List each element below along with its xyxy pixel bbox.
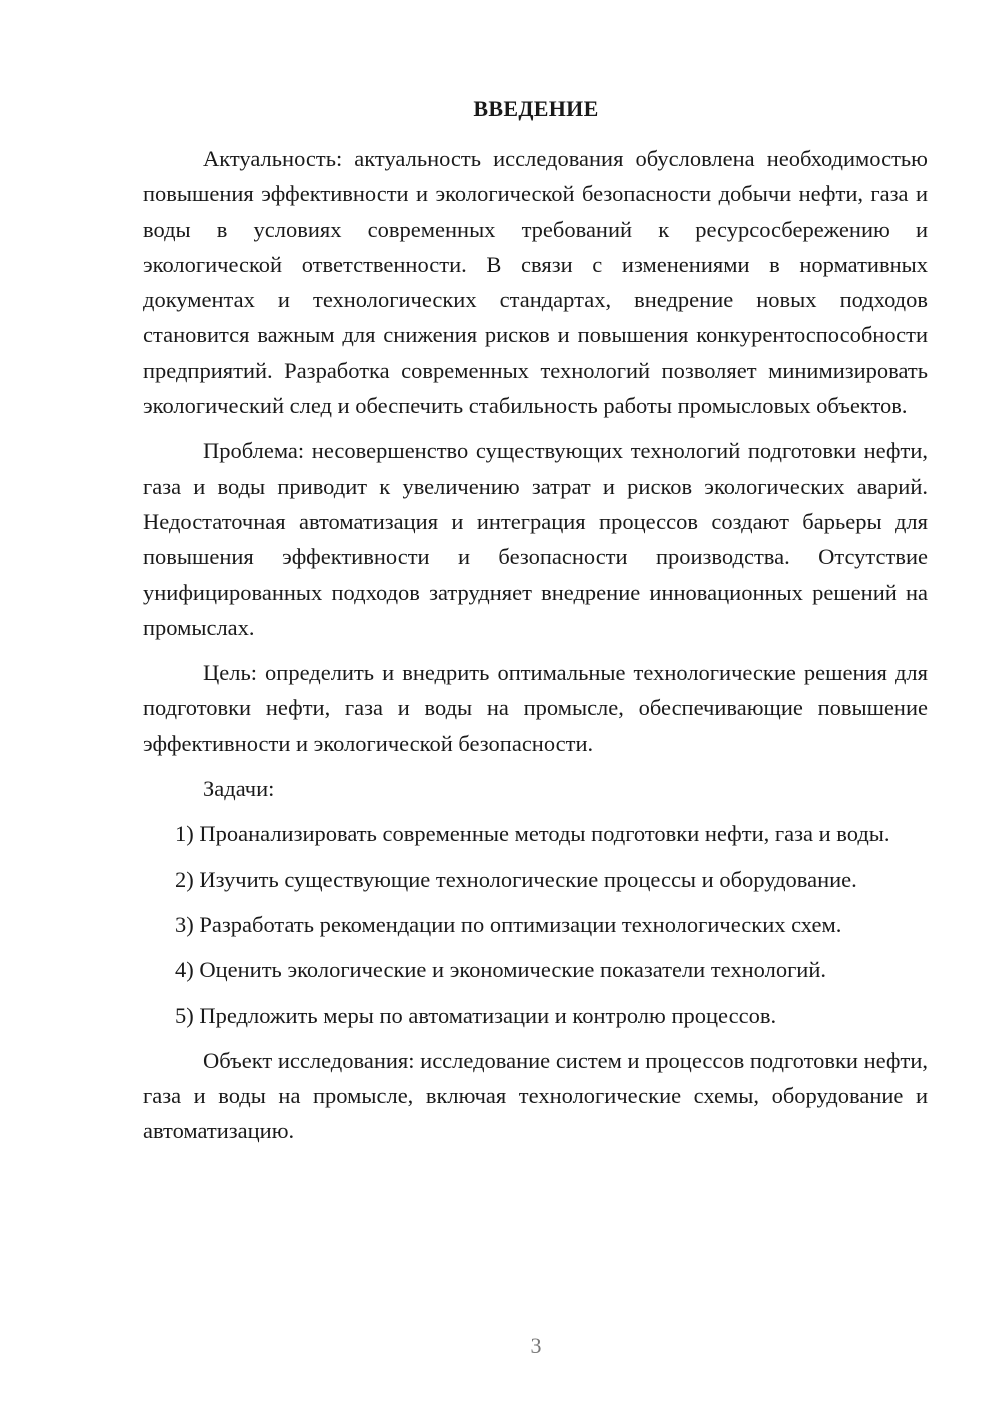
task-item-1: 1) Проанализировать современные методы подготовки нефти, газа и воды.: [175, 821, 890, 847]
section-title: ВВЕДЕНИЕ: [473, 96, 599, 121]
task-item-4: 4) Оценить экологические и экономические показатели технологий.: [175, 957, 827, 983]
paragraph-goal: Цель: определить и внедрить оптимальные технологические решения для подготовки нефти, газа и воды на промысле, обеспечивающие повышение эффективности и экологической безопасности.: [143, 660, 928, 756]
paragraph-relevance: Актуальность: актуальность исследования обусловлена необходимостью повышения эффективности и экологической безопасности добычи нефти, газа и воды в условиях современных требований к ресурсосбережению и экологической ответственности. В связи с изменениями в нормативных документах и технологических стандартах, внедрение новых подходов становится важным для снижения рисков и повышения конкурентоспособности предприятий. Разработка современных технологий позволяет минимизировать экологический след и обеспечить стабильность работы промысловых объектов.: [143, 146, 928, 419]
page-number: 3: [530, 1333, 542, 1358]
task-item-2: 2) Изучить существующие технологические процессы и оборудование.: [175, 866, 857, 892]
paragraph-object: Объект исследования: исследование систем и процессов подготовки нефти, газа и воды на промысле, включая технологические схемы, оборудование и автоматизацию.: [143, 1047, 928, 1144]
body-text: [143, 141, 928, 1149]
paragraph-tasks-heading: Задачи:: [203, 776, 275, 802]
paragraph-problem: Проблема: несовершенство существующих технологий подготовки нефти, газа и воды приводит к увеличению затрат и рисков экологических аварий. Недостаточная автоматизация и интеграция процессов создают барьеры для повышения эффективности и безопасности производства. Отсутствие унифицированных подходов затрудняет внедрение инновационных решений на промыслах.: [143, 438, 928, 640]
task-item-3: 3) Разработать рекомендации по оптимизации технологических схем.: [175, 911, 842, 937]
task-item-5: 5) Предложить меры по автоматизации и контролю процессов.: [175, 1002, 777, 1028]
